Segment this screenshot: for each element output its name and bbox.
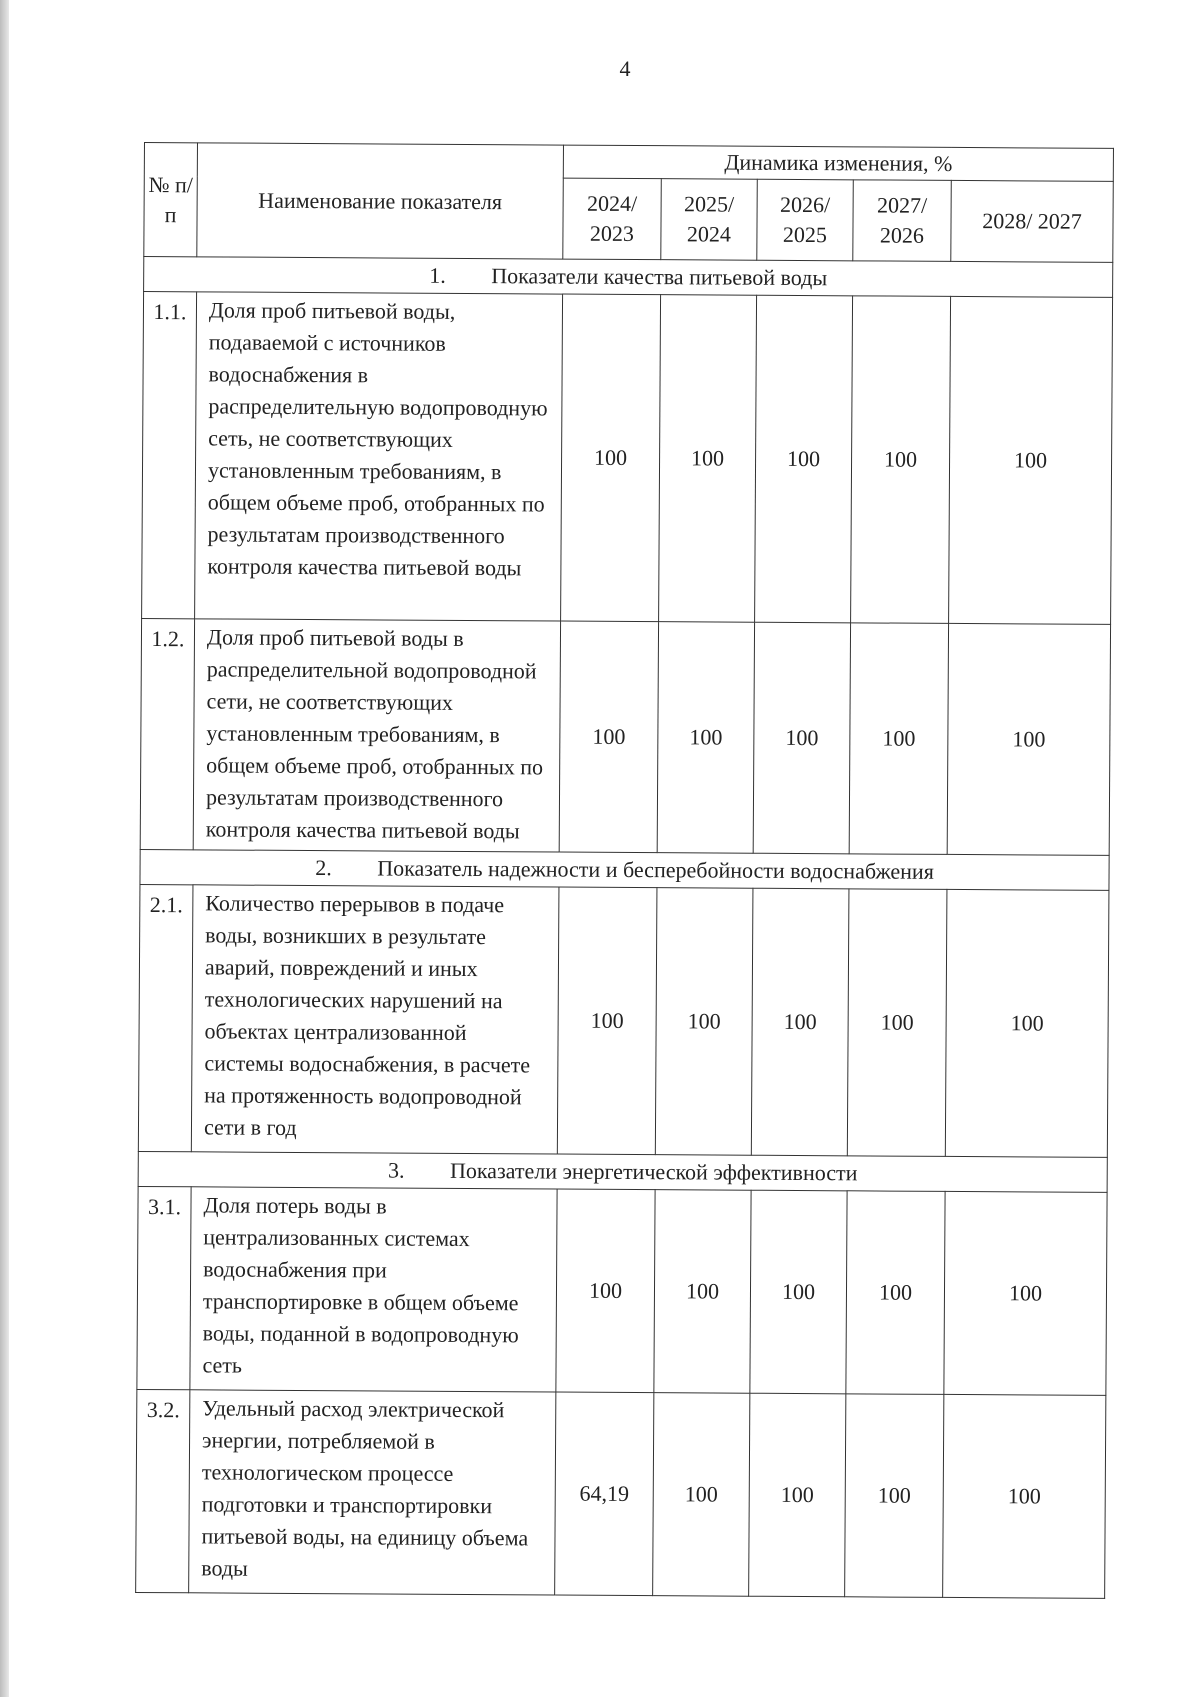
row-index: 3.2. (136, 1389, 190, 1592)
header-year: 2024/ 2023 (563, 178, 661, 260)
header-year: 2027/ 2026 (853, 180, 951, 262)
row-index: 1.1. (142, 292, 197, 619)
page-number: 4 (619, 56, 631, 81)
row-value: 100 (755, 295, 853, 623)
row-indicator-name: Количество перерывов в подаче воды, возникших в результате аварий, повреждений и иных технологических нарушений на объектах централизованной системы водоснабжения, в расчете на протяженность водопроводной сети в год (191, 885, 559, 1154)
row-value: 100 (557, 887, 657, 1155)
section-heading (144, 257, 1113, 298)
row-indicator-name: Доля потерь воды в централизованных системах водоснабжения при транспортировке в общем объеме воды, поданной в водопроводную сеть (190, 1187, 557, 1392)
table-row (142, 292, 1113, 625)
section-row (138, 1151, 1107, 1192)
row-value: 100 (947, 623, 1110, 855)
row-value: 100 (559, 621, 658, 853)
row-indicator-name: Удельный расход электрической энергии, потребляемой в технологическом процессе подготовки и транспортировки питьевой воды, на единицу объема воды (189, 1390, 556, 1595)
row-value: 100 (659, 295, 757, 623)
table-row (137, 1186, 1107, 1395)
row-value: 100 (846, 1191, 945, 1395)
row-value: 100 (945, 889, 1109, 1157)
row-indicator-name: Доля проб питьевой воды, подаваемой с источников водоснабжения в распределительную водопроводную сеть, не соответствующих установленным требованиям, в общем объеме проб, отобранных по результатам производственного контроля качества питьевой воды (195, 292, 563, 621)
indicators-table (135, 142, 1114, 1599)
header-indicator-name: Наименование показателя (197, 143, 564, 259)
header-year: 2028/ 2027 (951, 180, 1114, 262)
section-heading (138, 1151, 1107, 1192)
table-row (138, 884, 1109, 1157)
row-value: 100 (556, 1189, 655, 1393)
row-value: 100 (849, 623, 948, 855)
table-row (140, 618, 1110, 855)
section-title: Показатели энергетической эффективности (449, 1157, 858, 1186)
header-dynamics: Динамика изменения, % (563, 145, 1113, 181)
row-value: 100 (949, 296, 1113, 624)
section-title: Показатели качества питьевой воды (491, 263, 828, 291)
row-value: 100 (749, 1393, 846, 1597)
section-row (140, 849, 1109, 890)
section-heading (140, 849, 1109, 890)
section-number: 3. (387, 1157, 405, 1183)
row-value: 100 (753, 622, 850, 854)
row-index: 1.2. (140, 618, 194, 849)
row-value: 100 (657, 622, 754, 854)
section-title: Показатель надежности и бесперебойности водоснабжения (377, 855, 934, 884)
row-value: 100 (943, 1394, 1106, 1598)
header-year: 2025/ 2024 (661, 179, 757, 261)
row-value: 100 (751, 888, 849, 1156)
scan-edge-shadow (0, 0, 9, 1697)
section-number: 2. (315, 855, 332, 881)
row-indicator-name: Доля проб питьевой воды в распределительной водопроводной сети, не соответствующих установленным требованиям, в общем объеме проб, отобранных по результатам производственного контроля качества питьевой воды (193, 619, 560, 852)
row-value: 100 (561, 294, 661, 622)
row-index: 3.1. (137, 1186, 191, 1389)
row-value: 100 (654, 1190, 751, 1394)
header-number: № п/п (144, 143, 198, 257)
row-value: 100 (653, 1393, 750, 1597)
row-value: 100 (847, 889, 947, 1157)
row-value: 100 (750, 1190, 847, 1394)
table-row (136, 1389, 1106, 1598)
section-row (144, 257, 1113, 298)
row-index: 2.1. (138, 884, 193, 1151)
row-value: 100 (655, 888, 753, 1156)
row-value: 64,19 (555, 1392, 654, 1596)
header-year: 2026/ 2025 (757, 179, 853, 261)
row-value: 100 (944, 1191, 1107, 1395)
section-number: 1. (429, 262, 446, 288)
row-value: 100 (851, 296, 951, 624)
row-value: 100 (845, 1394, 944, 1598)
